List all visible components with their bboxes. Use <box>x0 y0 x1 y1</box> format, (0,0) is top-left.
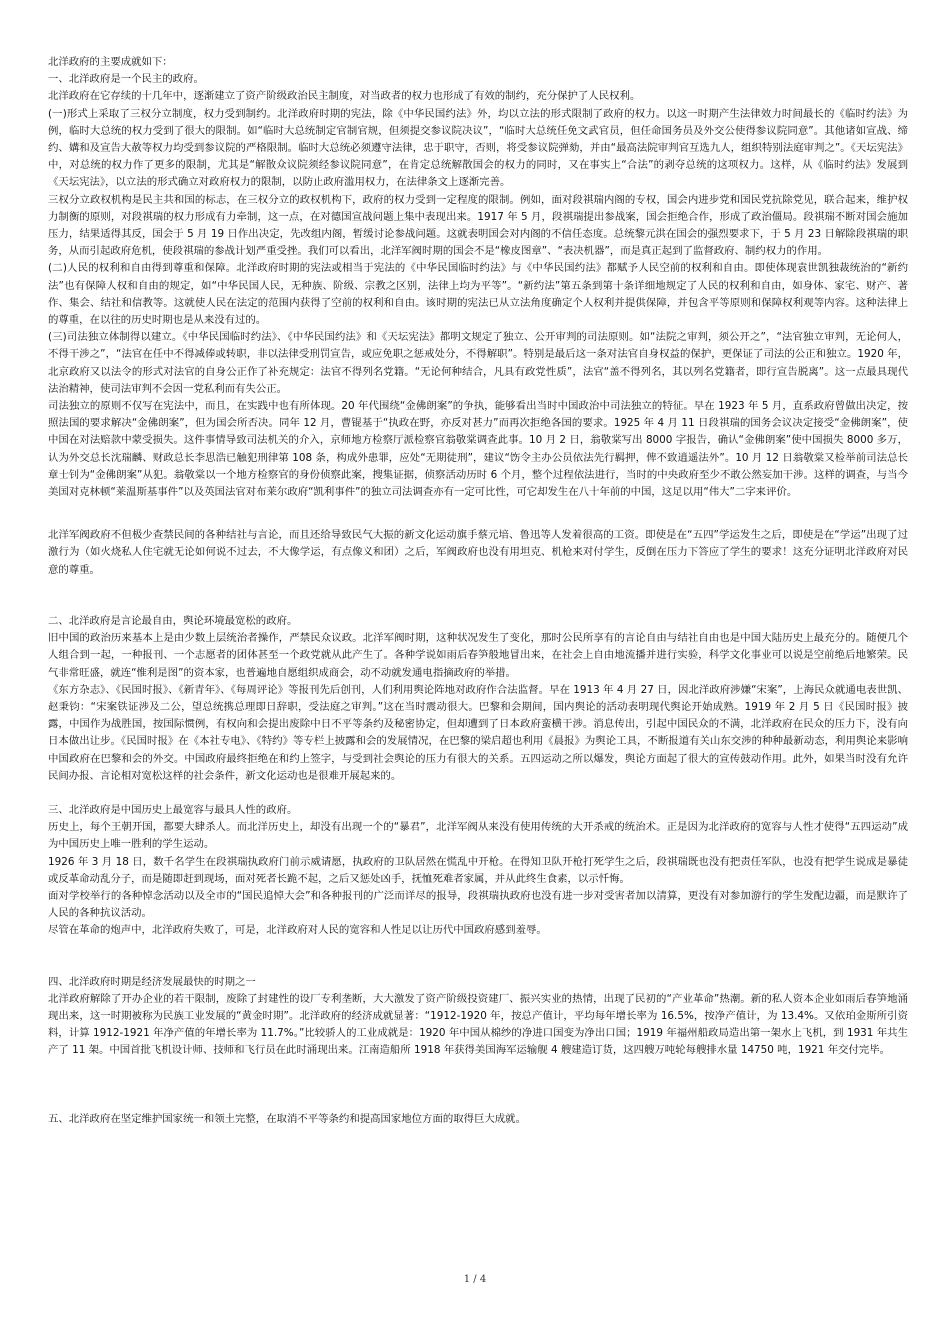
section-1-paragraph: 北洋军阀政府不但极少查禁民间的各种结社与言论，而且还给导致民气大振的新文化运动旗手蔡元培、鲁迅等人发着很高的工资。即使是在“五四”学运发生之后，即使是在“学运”出现了过激行为（如火烧私人住宅就无论如何说不过去，不大像学运，有点像义和团）之后，军阀政府也没有用坦克、机枪来对付学生，反倒在压力下答应了学生的要求！这充分证明北洋政府对民意的尊重。 <box>48 529 908 576</box>
section-3-paragraph: 历史上，每个王朝开国，都要大肆杀人。而北洋历史上，却没有出现一个的“暴君”，北洋军阀从来没有使用传统的大开杀戒的统治术。正是因为北洋政府的宽容与人性才使得“五四运动”成为中国历史上唯一胜利的学生运动。 <box>48 821 908 851</box>
section-1-paragraph: (三)司法独立体制得以建立。《中华民国临时约法》、《中华民国约法》和《天坛宪法》都明文规定了独立、公开审判的司法原则。如“法院之审判，须公开之”，“法官独立审判，无论何人，不得干涉之”，“法官在任中不得减俸或转职，非以法律受刑罚宣告，或应免职之惩戒处分，不得解职”。特别是最后这一条对法官自身权益的保护，更保证了司法的公正和独立。1920 年，北京政府又以法令的形式对法官的自身公正作了补充规定：法官不得列名党籍。“无论何种结合，凡具有政党性质”，法官“盖不得列名，其以列名党籍者，即行宣告脱离”。这一点最具现代法治精神，使司法审判不会因一党私利而有失公正。 <box>48 331 908 395</box>
section-2-heading: 二、北洋政府是言论最自由，舆论环境最宽松的政府。 <box>48 614 298 627</box>
section-4-heading: 四、北洋政府时期是经济发展最快的时期之一 <box>48 975 256 988</box>
section-2-paragraph: 旧中国的政治历来基本上是由少数上层统治者操作，严禁民众议政。北洋军阀时期，这种状况发生了变化，那时公民所享有的言论自由与结社自由也是中国大陆历史上最充分的。随便几个人组合到一起，一种报刊、一个志愿者的团体甚至一个政党就从此产生了。各种学说如雨后春笋般地冒出来，在社会上自由地流播并进行实验，科学文化事业可以说是空前绝后地繁荣。民气非常旺盛，就连“惟利是图”的资本家，也普遍地自愿组织成商会，动不动就发通电指摘政府的举措。 <box>48 632 908 679</box>
section-3-paragraph: 尽管在革命的炮声中，北洋政府失败了，可是，北洋政府对人民的宽容和人性足以让历代中国政府感到羞辱。 <box>48 924 547 937</box>
section-3-paragraph: 1926 年 3 月 18 日，数千名学生在段祺瑞执政府门前示威请愿，执政府的卫队居然在慌乱中开枪。在得知卫队开枪打死学生之后，段祺瑞既也没有把责任军队，也没有把学生说成是暴徒或反革命动乱分子，而是随即赶到现场，面对死者长跪不起，之后又惩处凶手，抚恤死难者家属，并从此终生食素，以示忏悔。 <box>48 855 908 885</box>
spacer <box>48 940 908 974</box>
spacer <box>48 1060 908 1094</box>
section-3-paragraph: 面对学校举行的各种悼念活动以及全市的“国民追悼大会”和各种报刊的广泛而详尽的报导，段祺瑞执政府也没有进一步对受害者加以清算，更没有对参加游行的学生发配边疆，而是默许了人民的各种抗议活动。 <box>48 889 908 920</box>
section-1-lead: 北洋政府在它存续的十几年中，逐渐建立了资产阶级政治民主制度，对当政者的权力也形成了有效的制约，充分保护了人民权利。 <box>48 90 641 103</box>
section-1-paragraph: 司法独立的原则不仅写在宪法中，而且，在实践中也有所体现。20 年代围绕“金佛朗案”的争执，能够看出当时中国政治中司法独立的特征。早在 1923 年 5 月，直系政府曾做出决定，按照法国的要求解决“金佛朗案”，但为国会所否决。同年 12 月，曹锟基于“执政在野，亦反对甚力”而再次拒绝各国的要求。1925 年 4 月 11 日段祺瑞的国务会议决定接受“金佛朗案”，使中国在对法赔款中蒙受损失。这件事情导致司法机关的介入，京师地方检察厅派检察官翁敬棠调查此事。10 月 2 日，翁敬棠写出 8000 字报告，确认“金佛朗案”使中国损失 8000 多万，认为外交总长沈瑞麟、财政总长李思浩已触犯刑律第 108 条，构成外患罪，应处“无期徒刑”，建议“饬令主办公员依法先行羁押，俾不致逍遥法外”。10 月 12 日翁敬棠又检举前司法总长章士钊为“金佛朗案”从犯。翁敬棠以一个地方检察官的身份侦察此案，搜集证据，侦察活动历时 6 个月，整个过程依法进行，当时的中央政府至少不敢公然妄加干涉。这样的调查，与当今美国对克林顿“莱温斯基事件”以及英国法官对布莱尔政府“凯利事件”的独立司法调查亦有一定可比性，可它却发生在八十年前的中国，这足以用“伟大”二字来评价。 <box>48 400 908 499</box>
intro-line: 北洋政府的主要成就如下： <box>48 56 173 68</box>
section-4-paragraph: 北洋政府解除了开办企业的若干限制，废除了封建性的设厂专利垄断，大大激发了资产阶级投资建厂、振兴实业的热情，出现了民初的“产业革命”热潮。新的私人资本企业如雨后春笋地涌现出来，这一时期被称为民族工业发展的“黄金时期”。北洋政府的经济成就显著：“1912-1920 年，按总产值计，平均每年增长率为 16.5%，按净产值计，为 13.4%。又依珀金斯所引资料，计算 1912-1921 年净产值的年增长率为 11.7%。”比较骄人的工业成就是：1920 年中国从棉纱的净进口国变为净出口国；1919 年福州船政局造出第一架水上飞机，到 1931 年共生产了 11 架。中国首批飞机设计师、技师和飞行员在此时涌现出来。江南造船所 1918 年获得美国海军运输舰 4 艘建造订货，这四艘万吨轮每艘排水量 14750 吨，1921 年交付完毕。 <box>48 992 908 1057</box>
page-number: 1 / 4 <box>463 1274 487 1285</box>
spacer <box>48 785 908 802</box>
spacer <box>48 1094 908 1111</box>
spacer <box>48 501 908 527</box>
document-page <box>48 54 908 1128</box>
section-1-paragraph: (一)形式上采取了三权分立制度，权力受到制约。北洋政府时期的宪法，除《中华民国约法》外，均以立法的形式限制了政府的权力。以这一时期产生法律效力时间最长的《临时约法》为例，临时大总统的权力受到了很大的限制。如“临时大总统制定官制官规，但须提交参议院决议”，“临时大总统任免文武官员，但任命国务员及外交公使得参议院同意”。其他诸如宣战、缔约、媾和及宣告大赦等权力均受到参议院的严格限制。临时大总统必须遵守法律，忠于职守，否则，将受参议院弹劾，并由“最高法院审判官互选九人，组织特别法庭审判之”。《天坛宪法》中，对总统的权力作了更多的限制，尤其是“解散众议院须经参议院同意”，在肯定总统解散国会的权力的同时，又在事实上“合法”的剥夺总统的这项权力。这样，从《临时约法》发展到《天坛宪法》，以立法的形式确立对政府权力的限制，以防止政府滥用权力，在法律条文上逐渐完善。 <box>48 107 908 189</box>
spacer <box>48 579 908 613</box>
section-1-paragraph: 三权分立政权机构是民主共和国的标志，在三权分立的政权机构下，政府的权力受到一定程度的限制。例如，面对段祺瑞内阁的专权，国会内进步党和国民党抗除党见，联合起来，维护权力制衡的原则，对段祺瑞的权力形成有力牵制，这一点，在对德国宣战问题上集中表现出来。1917 年 5 月，段祺瑞提出参战案，国会拒绝合作，形成了政治僵局。段祺瑞不断对国会施加压力，结果适得其反，国会于 5 月 19 日作出决定，先改组内阁，暂缓讨论参战问题。这就表明国会对内阁的不信任态度。总统黎元洪在国会的强烈要求下，于 5 月 23 日解除段祺瑞的职务，从而引起政府危机，使段祺瑞的参战计划严重受挫。我们可以看出，北洋军阀时期的国会不是“橡皮图章”、“表决机器”，而是真正起到了监督政府、制约权力的作用。 <box>48 193 908 258</box>
section-1-heading: 一、北洋政府是一个民主的政府。 <box>48 73 204 86</box>
section-5-heading: 五、北洋政府在坚定维护国家统一和领土完整，在取消不平等条约和提高国家地位方面的取得巨大成就。 <box>48 1112 526 1125</box>
section-1-paragraph: (二)人民的权利和自由得到尊重和保障。北洋政府时期的宪法或相当于宪法的《中华民国临时约法》与《中华民国约法》都赋予人民空前的权利和自由。即使体现袁世凯独裁统治的“新约法”也有保障人权和自由的规定，如“中华民国人民，无种族、阶级、宗教之区别，法律上均为平等”。“新约法”第五条到第十条详细地规定了人民的权利和自由，如身体、家宅、财产、著作、集会、结社和信教等。这就使人民在法定的范围内获得了空前的权利和自由。该时期的宪法已从立法角度确定个人权利并提供保障，并包含平等原则和保障权利观等内容。这种法律上的尊重，在以往的历史时期也是从来没有过的。 <box>48 262 908 327</box>
section-2-paragraph: 《东方杂志》、《民国时报》、《新青年》、《每周评论》等报刊先后创刊，人们利用舆论阵地对政府作合法监督。早在 1913 年 4 月 27 日，因北洋政府涉嫌“宋案”，上海民众就通电表世凯、赵秉钧：“宋案铁证涉及二公，望总统携总理即日辞职，受法庭之审判。”这在当时震动很大。巴黎和会期间，国内舆论的活动表明现代舆论开始成熟。1919 年 2 月 5 日《民国时报》披露，中国作为战胜国，按国际惯例，有权向和会提出废除中日不平等条约及秘密协定，但却遭到了日本政府蛮横干涉。消息传出，引起中国民众的不满，北洋政府在民众的压力下，没有向日本做出让步。《民国时报》在《本社专电》、《特约》等专栏上披露和会的发展情况，在巴黎的梁启超也利用《晨报》为舆论工具，不断报道有关山东交涉的种种最新动态，利用舆论来影响中国政府在巴黎和会的外交。中国政府最终拒绝在和约上签字，与受到社会舆论的压力有很大的关系。五四运动之所以爆发，舆论方面起了很大的宣传鼓动作用。此外，如果当时没有允许民间办报、言论相对宽松这样的社会条件，新文化运动也是很难开展起来的。 <box>48 683 908 782</box>
section-3-heading: 三、北洋政府是中国历史上最宽容与最具人性的政府。 <box>48 803 298 816</box>
